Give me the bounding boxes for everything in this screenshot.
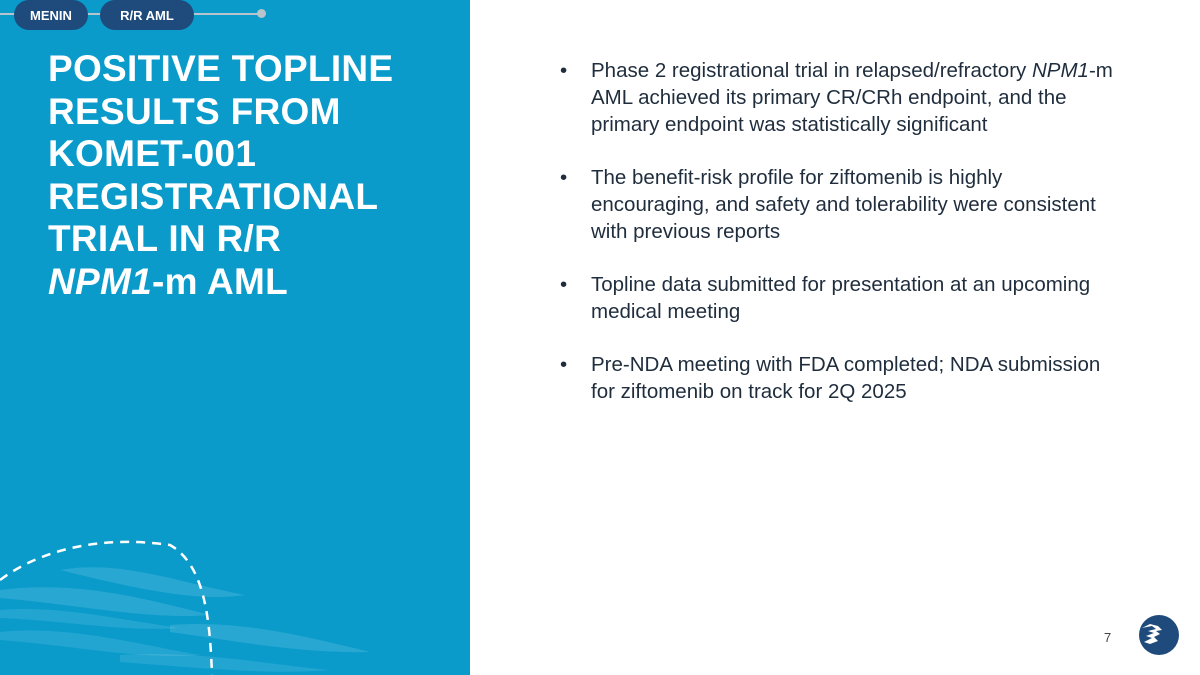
title-line: RESULTS FROM [48,90,341,132]
key-points-list [560,57,1120,431]
title-line: REGISTRATIONAL [48,175,379,217]
bullet-icon: • [560,166,568,189]
bullet-text: Topline data submitted for presentation at an upcoming medical meeting [591,273,1091,323]
list-item [560,271,1120,325]
gene-name: NPM1 [1031,59,1089,82]
bullet-text: Pre-NDA meeting with FDA completed; NDA submission for ziftomenib on track for 2Q 2025 [591,353,1101,403]
nav-pill-label: MENIN [30,7,72,23]
title-line: KOMET-001 [48,133,257,174]
title-gene-name: NPM1 [48,260,152,302]
nav-pill-rr-aml[interactable] [100,0,194,30]
list-item [560,164,1120,245]
title-line: POSITIVE TOPLINE [48,48,394,89]
bullet-text: Phase 2 registrational trial in relapsed/refractory [591,59,1032,82]
bullet-icon: • [560,353,568,376]
title-panel [0,0,470,675]
nav-pill-menin[interactable] [14,0,88,30]
title-line: -m AML [152,260,289,302]
bullet-text: -m AML achieved its primary CR/CRh endpoint, and the primary endpoint was statistically significant [591,59,1113,136]
title-line: TRIAL IN R/R [48,218,282,259]
slide-title [48,48,393,303]
bullet-icon: • [560,59,568,82]
bullet-icon: • [560,273,568,296]
wave-decoration-icon [0,520,470,675]
list-item [560,57,1120,138]
page-number: 7 [1104,630,1112,645]
nav-pill-label: R/R AML [120,7,174,23]
list-item [560,351,1120,405]
company-logo-icon [1138,614,1180,656]
bullet-text: The benefit-risk profile for ziftomenib is highly encouraging, and safety and tolerability were consistent with previous reports [591,166,1096,243]
progress-dot [257,9,266,18]
